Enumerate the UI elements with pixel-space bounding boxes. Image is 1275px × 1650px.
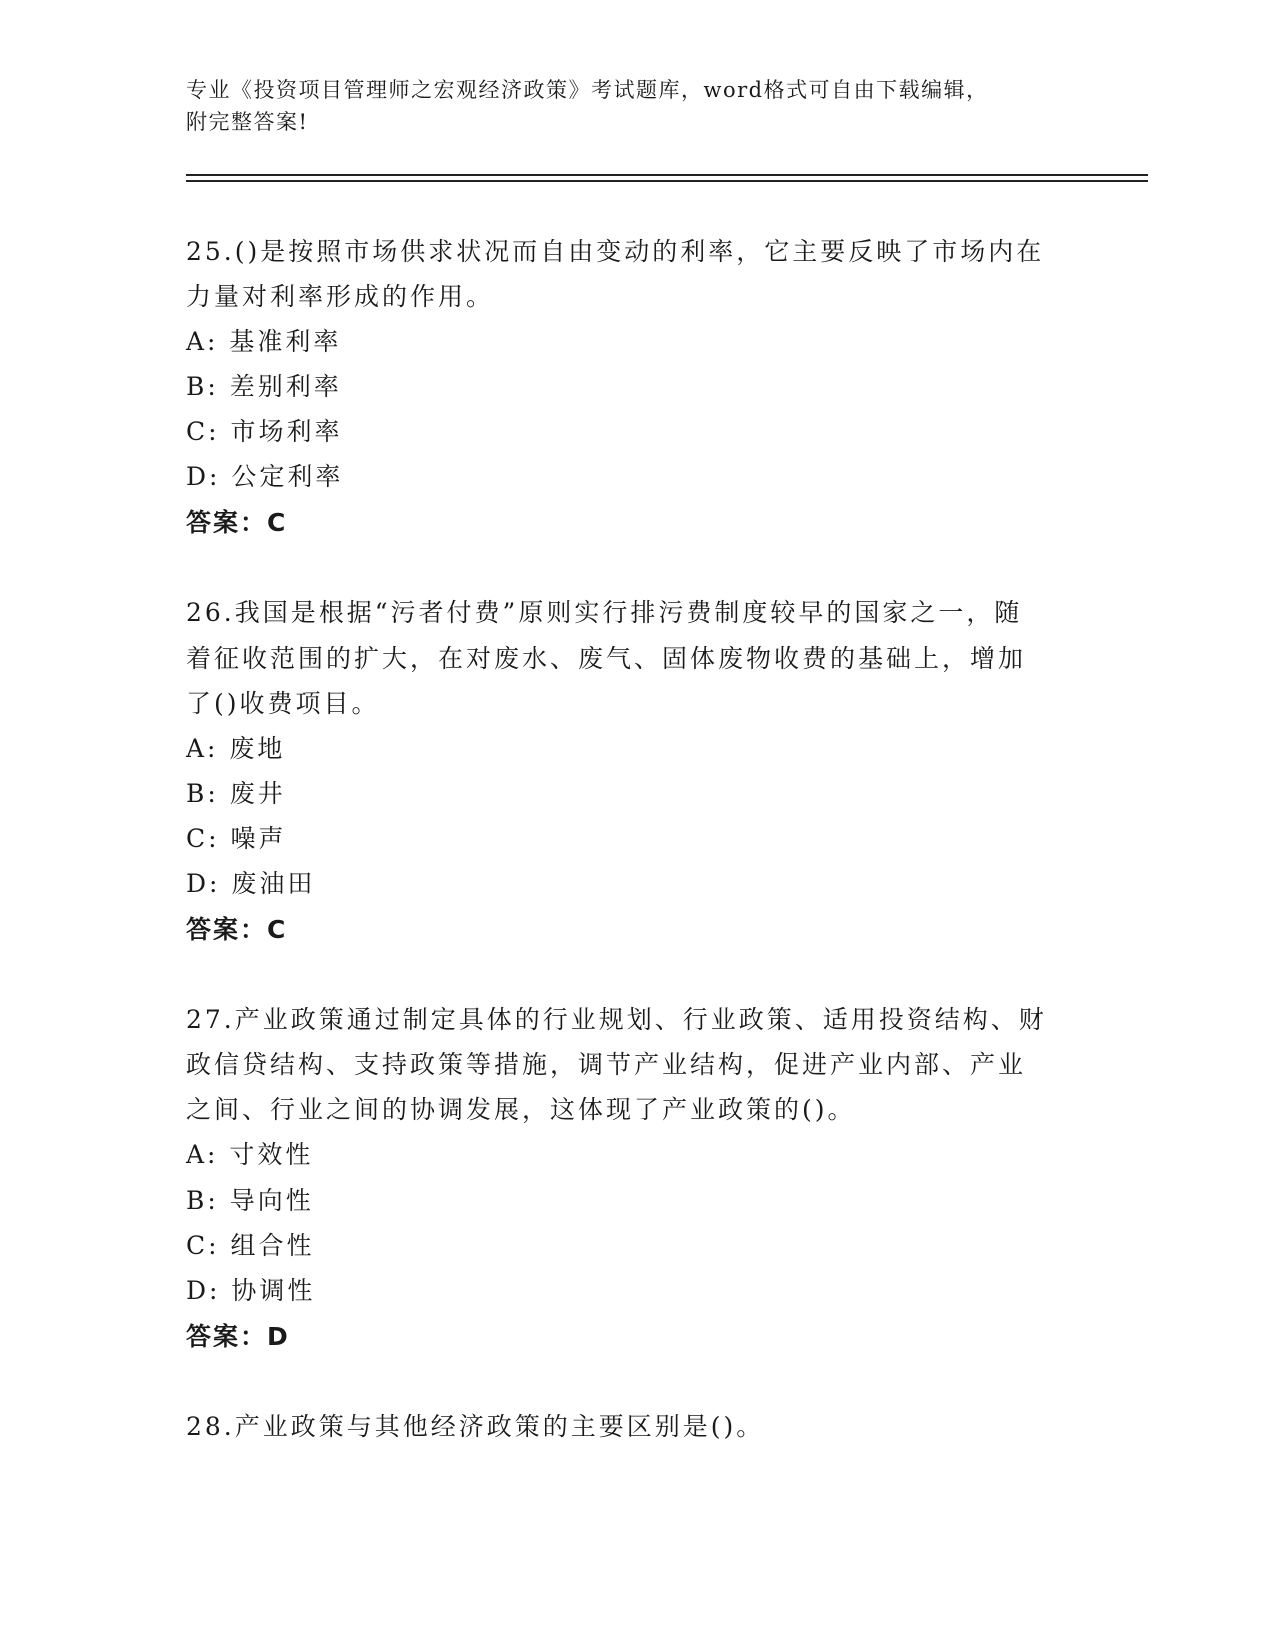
question-text-line: 26.我国是根据“污者付费”原则实行排污费制度较早的国家之一，随 bbox=[186, 598, 1023, 627]
option-c: C: 组合性 bbox=[186, 1231, 315, 1260]
header-rule-bottom bbox=[186, 180, 1148, 182]
option-b: B: 导向性 bbox=[186, 1186, 314, 1215]
question-text-line: 了()收费项目。 bbox=[186, 689, 380, 718]
option-a: A: 基准利率 bbox=[186, 327, 342, 356]
option-d: D: 公定利率 bbox=[186, 462, 344, 491]
answer: 答案：C bbox=[186, 508, 288, 537]
option-c: C: 市场利率 bbox=[186, 417, 343, 446]
question-text-line: 政信贷结构、支持政策等措施，调节产业结构，促进产业内部、产业 bbox=[186, 1050, 1027, 1079]
question-text-line: 27.产业政策通过制定具体的行业规划、行业政策、适用投资结构、财 bbox=[186, 1005, 1047, 1034]
option-b: B: 差别利率 bbox=[186, 372, 342, 401]
question-text-line: 力量对利率形成的作用。 bbox=[186, 282, 495, 311]
option-a: A: 寸效性 bbox=[186, 1140, 314, 1169]
question-text-line: 25.()是按照市场供求状况而自由变动的利率，它主要反映了市场内在 bbox=[186, 237, 1045, 266]
option-d: D: 废油田 bbox=[186, 869, 316, 898]
answer: 答案：C bbox=[186, 915, 288, 944]
question-text-line: 着征收范围的扩大，在对废水、废气、固体废物收费的基础上，增加 bbox=[186, 644, 1027, 673]
question-text-line: 之间、行业之间的协调发展，这体现了产业政策的()。 bbox=[186, 1095, 856, 1124]
header-line-1: 专业《投资项目管理师之宏观经济政策》考试题库，word格式可自由下载编辑， bbox=[186, 78, 989, 102]
option-a: A: 废地 bbox=[186, 734, 286, 763]
option-c: C: 噪声 bbox=[186, 824, 287, 853]
question-text-line: 28.产业政策与其他经济政策的主要区别是()。 bbox=[186, 1412, 765, 1441]
answer: 答案：D bbox=[186, 1322, 290, 1351]
option-b: B: 废井 bbox=[186, 779, 286, 808]
option-d: D: 协调性 bbox=[186, 1276, 316, 1305]
header-line-2: 附完整答案! bbox=[186, 110, 309, 134]
header-rule-top bbox=[186, 174, 1148, 176]
